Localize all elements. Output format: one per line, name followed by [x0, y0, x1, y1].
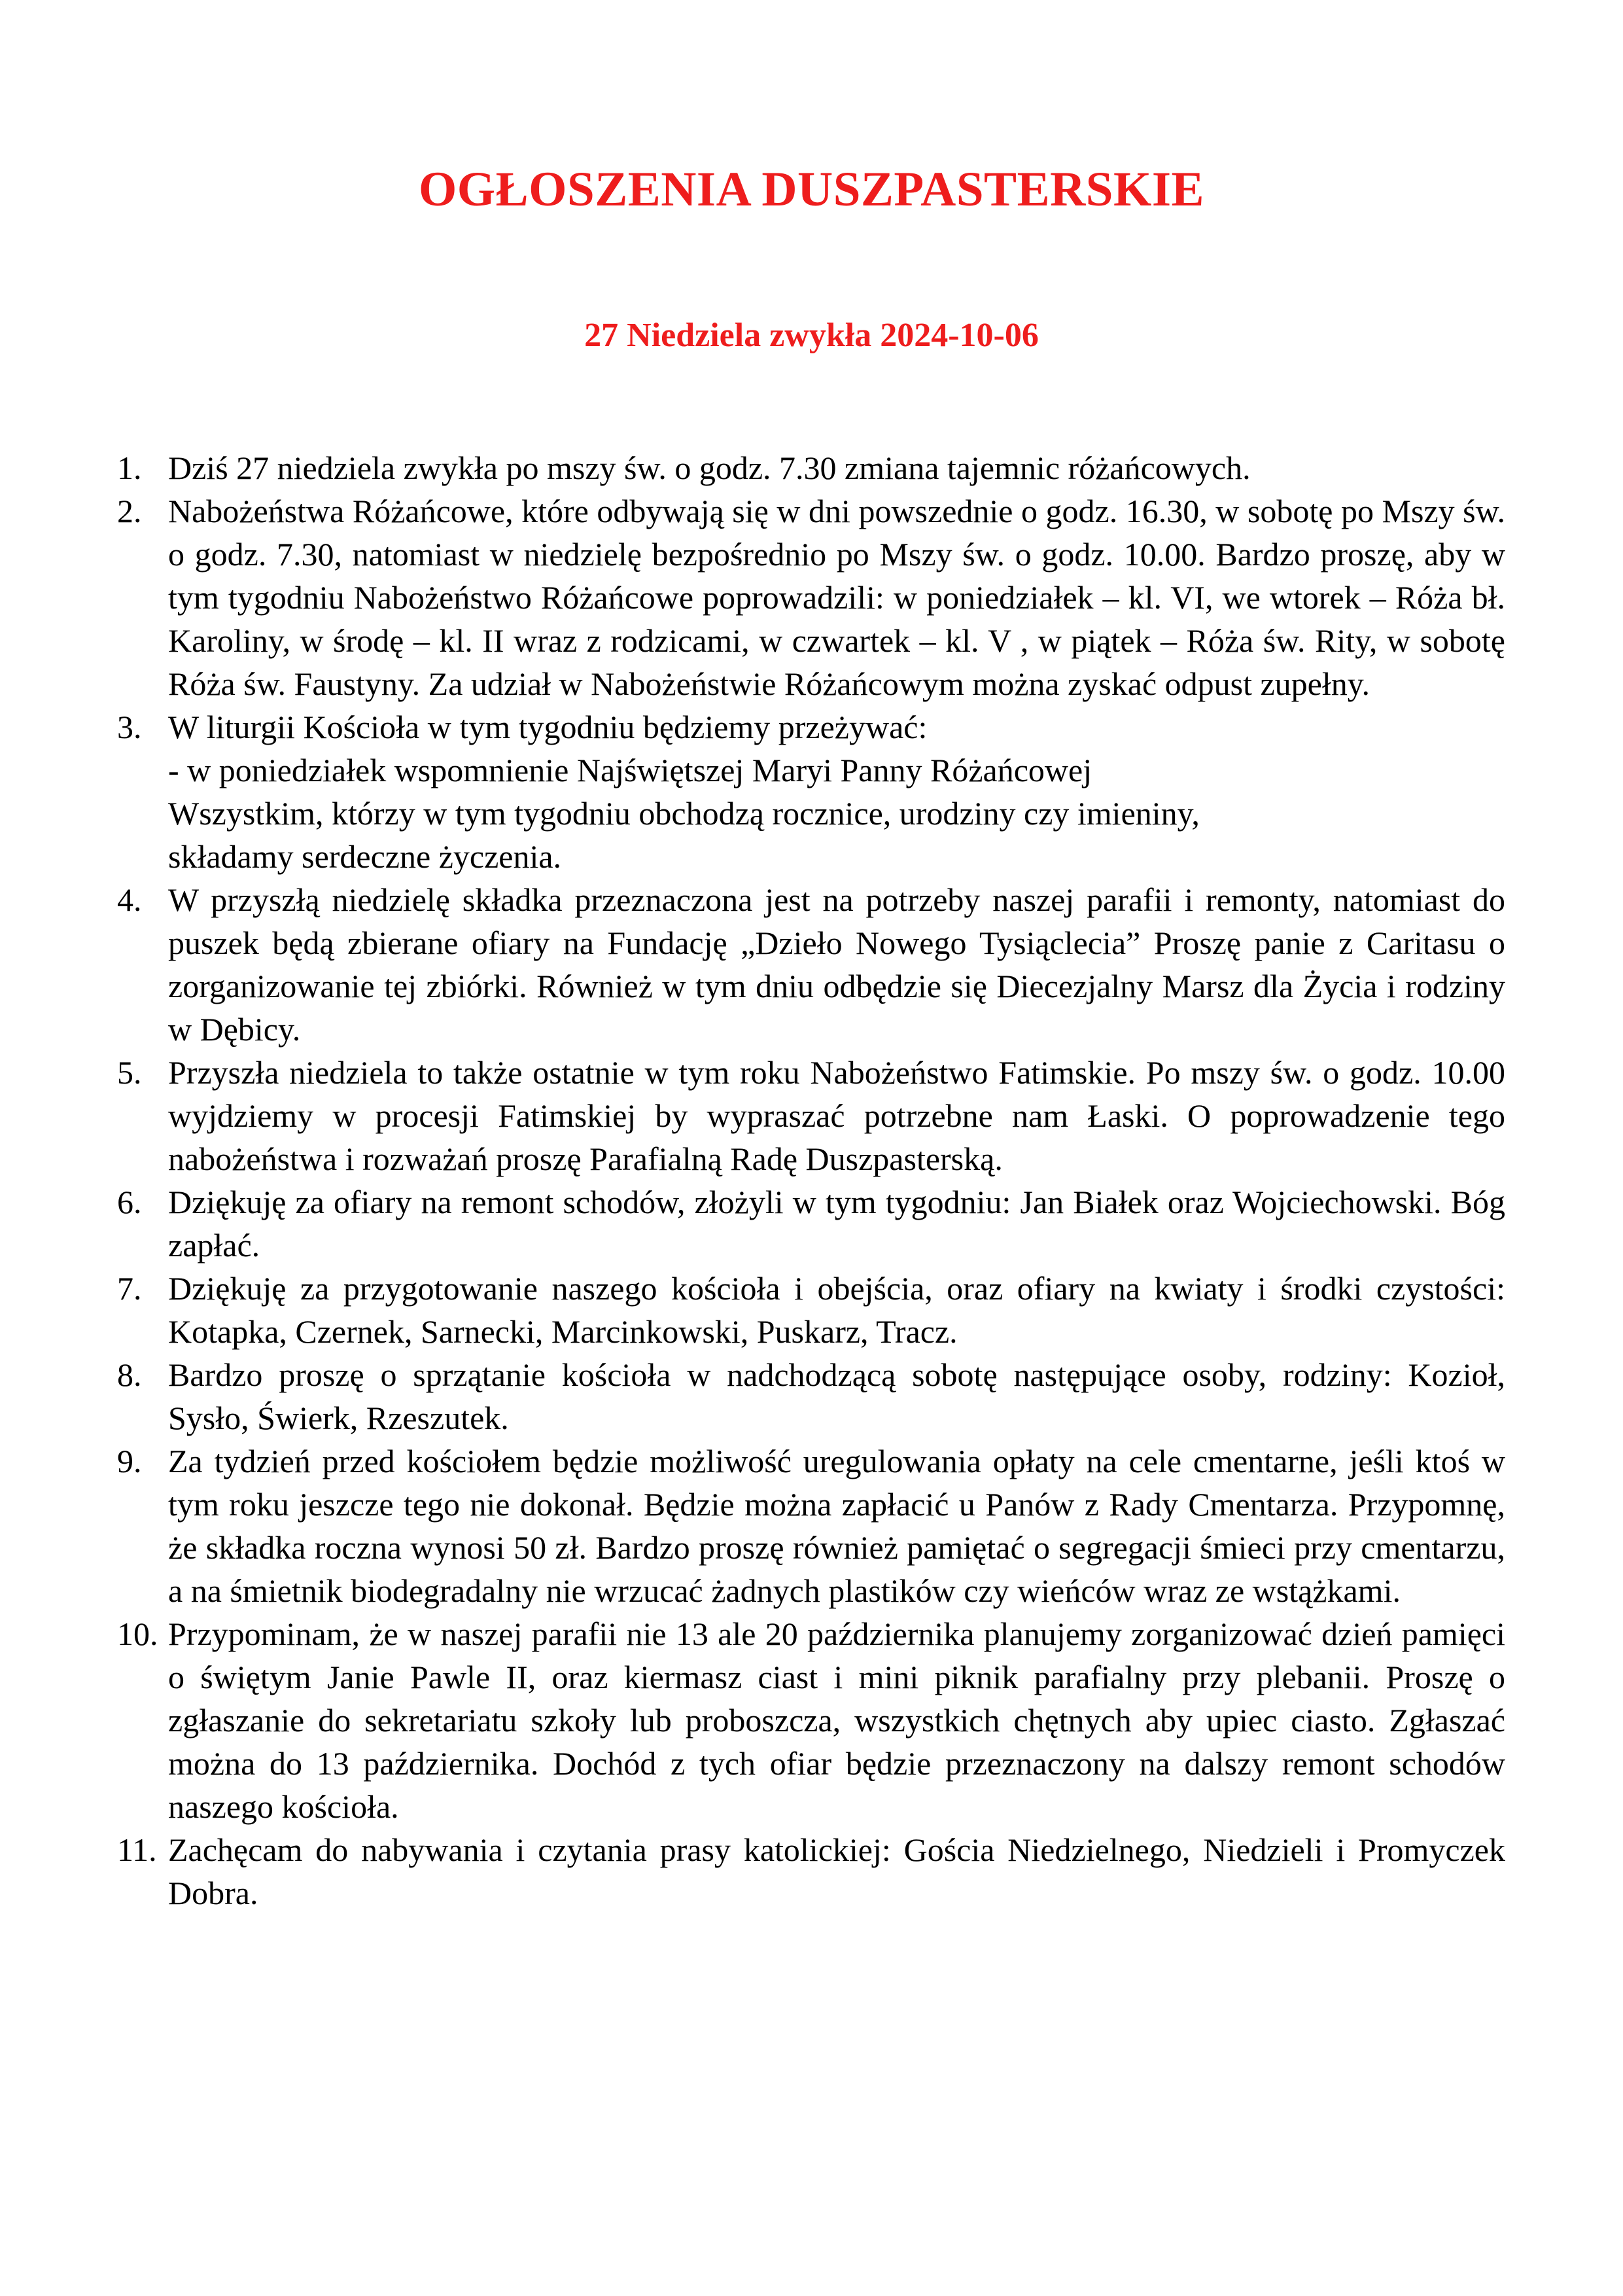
announcement-number: 3.	[117, 709, 142, 745]
announcement-text-block	[168, 705, 1505, 878]
announcement-item	[117, 1353, 1505, 1439]
announcement-text: Nabożeństwa Różańcowe, które odbywają się w dni powszednie o godz. 16.30, w sobotę po Mszy św. o godz. 7.30, natomiast w niedzielę bezpośrednio po Mszy św. o godz. 10.00. Bardzo proszę, aby w tym tygodniu Nabożeństwo Różańcowe poprowadzili: w poniedziałek – kl. VI, we wtorek – Róża bł. Karoliny, w środę – kl. II wraz z rodzicami, w czwartek – kl. V , w piątek – Róża św. Rity, w sobotę Róża św. Faustyny. Za udział w Nabożeństwie Różańcowym można zyskać odpust zupełny.	[168, 493, 1505, 702]
announcement-item	[117, 1180, 1505, 1267]
announcement-line: składamy serdeczne życzenia.	[168, 838, 562, 875]
announcement-item	[117, 446, 1505, 489]
announcement-number: 10.	[117, 1616, 158, 1652]
announcement-number: 2.	[117, 493, 142, 529]
announcement-text: Dziś 27 niedziela zwykła po mszy św. o godz. 7.30 zmiana tajemnic różańcowych.	[168, 450, 1251, 486]
announcement-text: W przyszłą niedzielę składka przeznaczona jest na potrzeby naszej parafii i remonty, natomiast do puszek będą zbierane ofiary na Fundację „Dzieło Nowego Tysiąclecia” Proszę panie z Caritasu o zorganizowanie tej zbiórki. Również w tym dniu odbędzie się Diecezjalny Marsz dla Życia i rodziny w Dębicy.	[168, 881, 1505, 1048]
announcement-text: Przyszła niedziela to także ostatnie w tym roku Nabożeństwo Fatimskie. Po mszy św. o godz. 10.00 wyjdziemy w procesji Fatimskiej by wypraszać potrzebne nam Łaski. O poprowadzenie tego nabożeństwa i rozważań proszę Parafialną Radę Duszpasterską.	[168, 1054, 1505, 1177]
announcement-line: - w poniedziałek wspomnienie Najświętszej Maryi Panny Różańcowej	[168, 752, 1092, 788]
announcement-number: 4.	[117, 881, 142, 918]
announcement-item	[117, 878, 1505, 1051]
announcement-number: 6.	[117, 1184, 142, 1220]
announcement-item	[117, 489, 1505, 705]
announcement-number: 8.	[117, 1356, 142, 1393]
announcement-item	[117, 705, 1505, 878]
announcement-text: Za tydzień przed kościołem będzie możliwość uregulowania opłaty na cele cmentarne, jeśli ktoś w tym roku jeszcze tego nie dokonał. Będzie można zapłacić u Panów z Rady Cmentarza. Przypomnę, że składka roczna wynosi 50 zł. Bardzo proszę również pamiętać o segregacji śmieci przy cmentarzu, a na śmietnik biodegradalny nie wrzucać żadnych plastików czy wieńców wraz ze wstążkami.	[168, 1443, 1505, 1609]
announcement-number: 7.	[117, 1270, 142, 1307]
announcements-list	[117, 446, 1505, 1915]
announcement-line: Wszystkim, którzy w tym tygodniu obchodzą rocznice, urodziny czy imieniny,	[168, 795, 1200, 832]
announcement-number: 9.	[117, 1443, 142, 1479]
announcement-number: 5.	[117, 1054, 142, 1091]
announcement-text: Dziękuję za ofiary na remont schodów, złożyli w tym tygodniu: Jan Białek oraz Wojciechowski. Bóg zapłać.	[168, 1184, 1505, 1263]
document-subtitle: 27 Niedziela zwykła 2024-10-06	[584, 317, 1039, 354]
document-title: OGŁOSZENIA DUSZPASTERSKIE	[418, 162, 1205, 217]
announcement-text: Zachęcam do nabywania i czytania prasy katolickiej: Gościa Niedzielnego, Niedzieli i Promyczek Dobra.	[168, 1831, 1505, 1911]
announcement-line: W liturgii Kościoła w tym tygodniu będziemy przeżywać:	[168, 709, 928, 745]
announcement-text: Bardzo proszę o sprzątanie kościoła w nadchodzącą sobotę następujące osoby, rodziny: Kozioł, Sysło, Świerk, Rzeszutek.	[168, 1356, 1505, 1436]
announcement-number: 1.	[117, 450, 142, 486]
announcement-text: Dziękuję za przygotowanie naszego kościoła i obejścia, oraz ofiary na kwiaty i środki czystości: Kotapka, Czernek, Sarnecki, Marcinkowski, Puskarz, Tracz.	[168, 1270, 1505, 1350]
announcement-number: 11.	[117, 1831, 157, 1868]
announcement-item	[117, 1267, 1505, 1353]
announcement-item	[117, 1828, 1505, 1915]
announcement-item	[117, 1612, 1505, 1828]
announcement-item	[117, 1439, 1505, 1612]
announcement-text: Przypominam, że w naszej parafii nie 13 ale 20 października planujemy zorganizować dzień pamięci o świętym Janie Pawle II, oraz kiermasz ciast i mini piknik parafialny przy plebanii. Proszę o zgłaszanie do sekretariatu szkoły lub proboszcza, wszystkich chętnych aby upiec ciasto. Zgłaszać można do 13 października. Dochód z tych ofiar będzie przeznaczony na dalszy remont schodów naszego kościoła.	[168, 1616, 1505, 1825]
announcement-item	[117, 1051, 1505, 1180]
